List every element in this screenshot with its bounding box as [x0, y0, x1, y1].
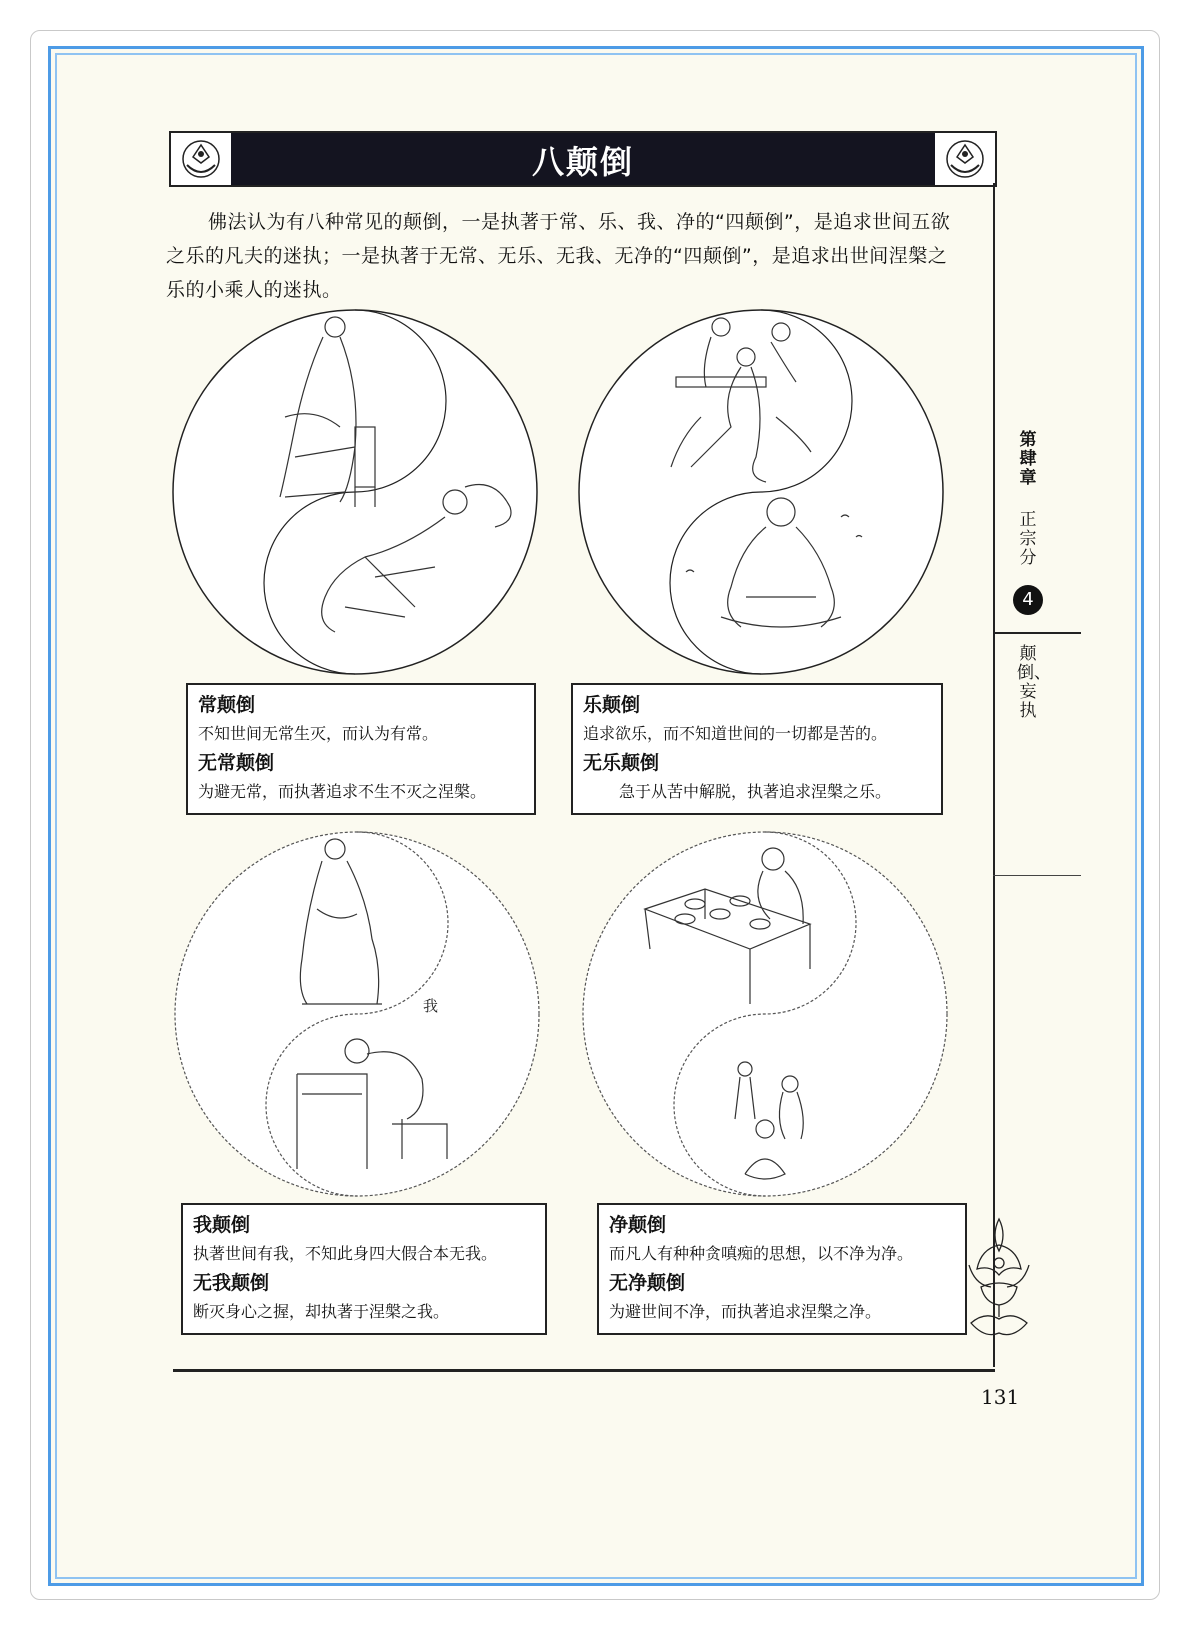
- intro-paragraph: 佛法认为有八种常见的颠倒，一是执著于常、乐、我、净的“四颠倒”，是追求世间五欲之乐的凡夫的迷执；一是执著于无常、无乐、无我、无净的“四颠倒”，是追求出世间涅槃之乐的小乘人的迷执。: [166, 211, 951, 301]
- yin-yang-illustration-3: [167, 829, 547, 1199]
- caption-box-2: [571, 683, 943, 815]
- caption-heading: 无净颠倒: [609, 1272, 686, 1294]
- self-label: 我: [423, 997, 439, 1015]
- caption-text: 急于从苦中解脱，执著追求涅槃之乐。: [619, 782, 892, 801]
- caption-heading: 无常颠倒: [198, 752, 275, 774]
- page: [48, 46, 1144, 1586]
- caption-box-4: [597, 1203, 967, 1335]
- page-title: 八颠倒: [531, 143, 634, 181]
- caption-text: 为避世间不净，而执著追求涅槃之净。: [609, 1302, 882, 1321]
- side-rule: [993, 183, 995, 1367]
- bottom-rule: [173, 1369, 995, 1372]
- yin-yang-illustration-1: [165, 307, 545, 677]
- yin-yang-illustration-2: [571, 307, 951, 677]
- caption-text: 执著世间有我，不知此身四大假合本无我。: [193, 1244, 498, 1263]
- lotus-ornament-icon: [961, 1215, 1037, 1345]
- caption-heading: 常颠倒: [198, 694, 256, 716]
- title-band: [231, 133, 935, 185]
- page-number: 131: [981, 1385, 1020, 1409]
- caption-heading: 无我颠倒: [193, 1272, 270, 1294]
- caption-heading: 乐颠倒: [583, 694, 641, 716]
- caption-heading: 无乐颠倒: [583, 752, 660, 774]
- caption-box-3: [181, 1203, 547, 1335]
- chapter-badge: 4: [1013, 585, 1043, 615]
- caption-text: 断灭身心之握，却执著于涅槃之我。: [193, 1302, 450, 1321]
- caption-text: 追求欲乐，而不知道世间的一切都是苦的。: [583, 724, 888, 743]
- caption-heading: 净颠倒: [609, 1214, 667, 1236]
- chapter-label: 第肆章: [1019, 430, 1037, 488]
- yin-yang-illustration-4: [575, 829, 955, 1199]
- right-ornament-icon: [937, 135, 993, 183]
- title-bar: [169, 131, 997, 187]
- caption-text: 为避无常，而执著追求不生不灭之涅槃。: [198, 782, 487, 801]
- topic-label: 颠倒、妄执: [1017, 644, 1051, 721]
- caption-box-1: [186, 683, 536, 815]
- caption-heading: 我颠倒: [193, 1214, 251, 1236]
- section-label: 正宗分: [1019, 510, 1037, 568]
- caption-text: 而凡人有种种贪嗔痴的思想，以不净为净。: [609, 1244, 914, 1263]
- side-rule-top: [993, 632, 1081, 634]
- side-rule-bottom: [993, 875, 1081, 876]
- caption-text: 不知世间无常生灭，而认为有常。: [198, 724, 439, 743]
- left-ornament-icon: [173, 135, 229, 183]
